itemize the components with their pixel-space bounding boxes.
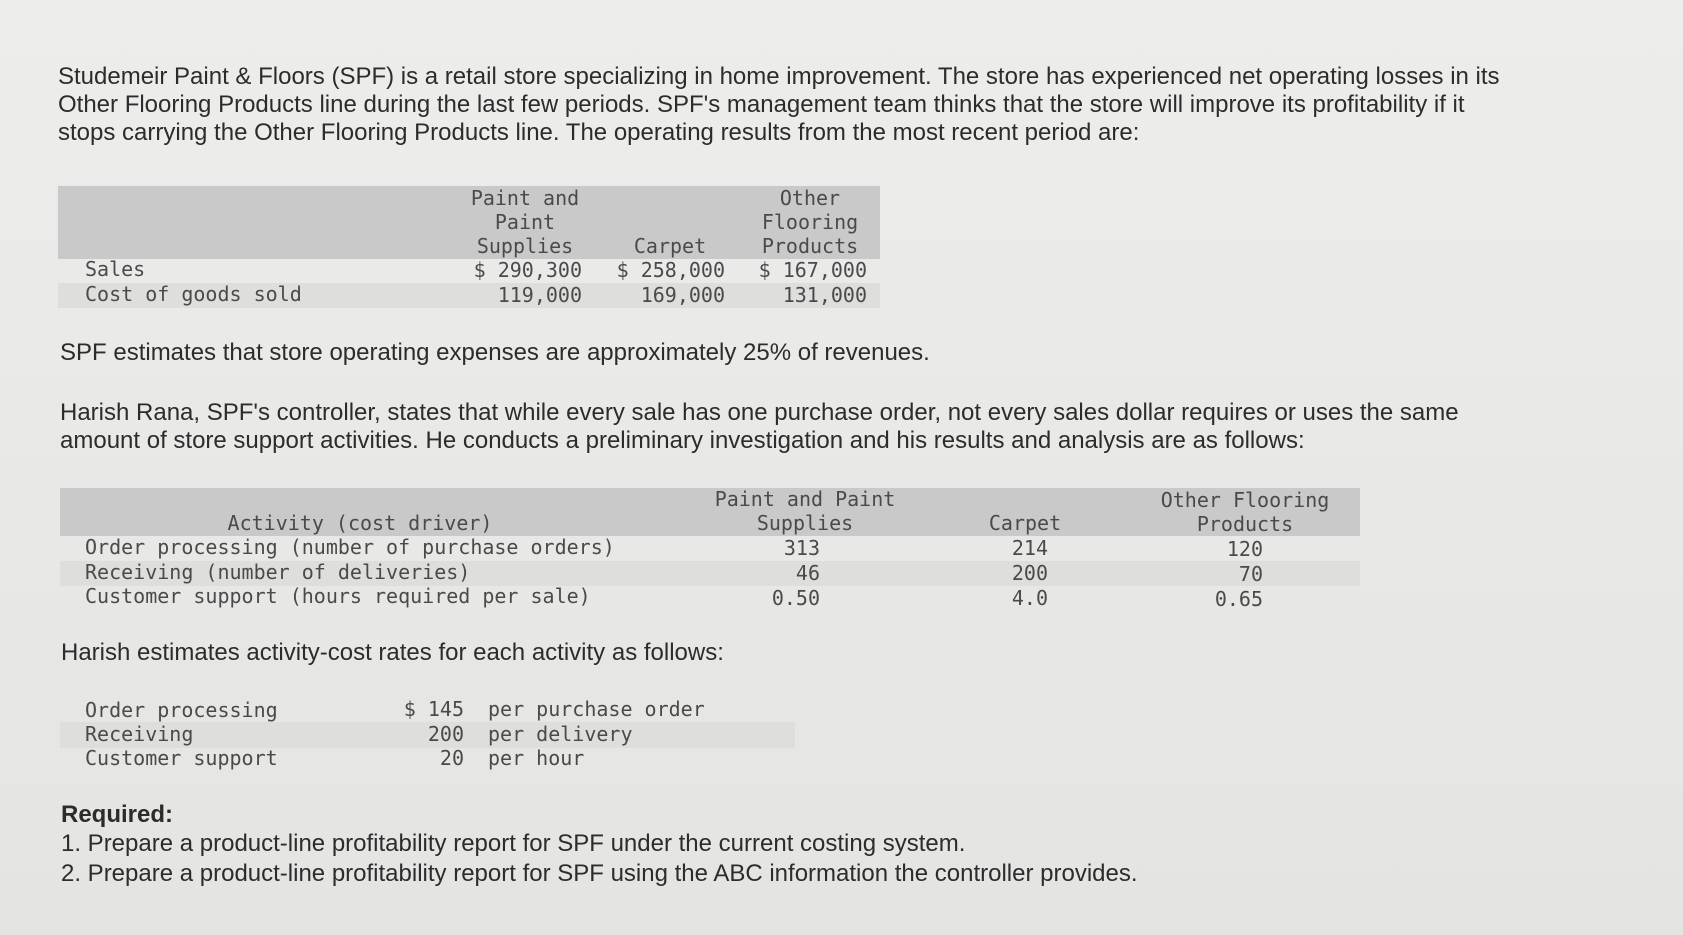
- results-row-cogs-carpet: 169,000: [640, 283, 725, 307]
- opex-note: SPF estimates that store operating expenses are approximately 25% of revenues.: [60, 339, 930, 366]
- results-row-sales-other: $ 167,000: [758, 258, 867, 282]
- activity-header-other-1: Other Flooring: [1160, 488, 1330, 512]
- results-row-sales-label: Sales: [85, 257, 146, 281]
- activity-header-carpet: Carpet: [988, 511, 1062, 535]
- results-header-paint-2: Paint: [494, 210, 556, 234]
- rates-intro: Harish estimates activity-cost rates for each activity as follows:: [61, 639, 724, 666]
- rates-row-order-unit: per purchase order: [488, 697, 705, 721]
- activity-row-receiving-label: Receiving (number of deliveries): [85, 560, 471, 584]
- activity-row-receiving-other: 70: [1238, 562, 1263, 586]
- intro-line-3: stops carrying the Other Flooring Products line. The operating results from the most recent period are:: [58, 119, 1140, 146]
- rates-row-order-amount: $ 145: [403, 697, 464, 721]
- rates-row-receiving-label: Receiving: [85, 722, 194, 746]
- results-header-carpet: Carpet: [633, 234, 707, 258]
- rates-row-order-label: Order processing: [85, 698, 278, 722]
- rates-row-support-amount: 20: [439, 746, 464, 770]
- activity-row-order-other: 120: [1226, 537, 1263, 561]
- rates-row-support-unit: per hour: [488, 746, 585, 770]
- results-row-sales-carpet: $ 258,000: [616, 258, 725, 282]
- activity-row-receiving-paint: 46: [795, 561, 820, 585]
- activity-row-support-carpet: 4.0: [1011, 586, 1048, 610]
- rates-row-receiving-amount: 200: [427, 722, 464, 746]
- intro-line-2: Other Flooring Products line during the last few periods. SPF's management team thinks that the store will improve its profitability if it: [58, 91, 1465, 118]
- activity-row-support-other: 0.65: [1214, 587, 1263, 611]
- activity-row-order-paint: 313: [783, 536, 820, 560]
- results-header-other-2: Flooring: [761, 210, 859, 234]
- harish-line-2: amount of store support activities. He conducts a preliminary investigation and his results and analysis are as follows:: [60, 427, 1305, 454]
- results-row-sales-paint: $ 290,300: [473, 258, 582, 282]
- rates-row-receiving-unit: per delivery: [488, 722, 633, 746]
- results-header-other-3: Products: [761, 234, 859, 258]
- rates-row-support-label: Customer support: [85, 746, 278, 770]
- required-title: Required:: [61, 801, 174, 828]
- activity-row-order-label: Order processing (number of purchase orders): [85, 535, 615, 559]
- activity-header-paint-1: Paint and Paint: [714, 487, 896, 511]
- activity-row-order-carpet: 214: [1011, 536, 1048, 560]
- activity-row-support-label: Customer support (hours required per sale): [85, 584, 591, 608]
- required-item-2: 2. Prepare a product-line profitability report for SPF using the ABC information the controller provides.: [61, 860, 1138, 887]
- results-header-paint-3: Supplies: [476, 234, 574, 258]
- required-item-1: 1. Prepare a product-line profitability report for SPF under the current costing system.: [61, 830, 966, 857]
- results-header-other-1: Other: [779, 186, 841, 210]
- results-header-paint-1: Paint and: [470, 186, 580, 210]
- results-row-cogs-paint: 119,000: [497, 283, 582, 307]
- activity-header-other-2: Products: [1196, 512, 1294, 536]
- activity-header-paint-2: Supplies: [756, 511, 854, 535]
- results-row-cogs-other: 131,000: [782, 283, 867, 307]
- activity-header-label: Activity (cost driver): [227, 511, 493, 535]
- activity-row-receiving-carpet: 200: [1011, 561, 1048, 585]
- results-row-cogs-label: Cost of goods sold: [85, 282, 302, 306]
- harish-line-1: Harish Rana, SPF's controller, states that while every sale has one purchase order, not every sales dollar requires or uses the same: [60, 399, 1459, 426]
- activity-row-support-paint: 0.50: [771, 586, 820, 610]
- intro-line-1: Studemeir Paint & Floors (SPF) is a retail store specializing in home improvement. The store has experienced net operating losses in its: [58, 63, 1500, 90]
